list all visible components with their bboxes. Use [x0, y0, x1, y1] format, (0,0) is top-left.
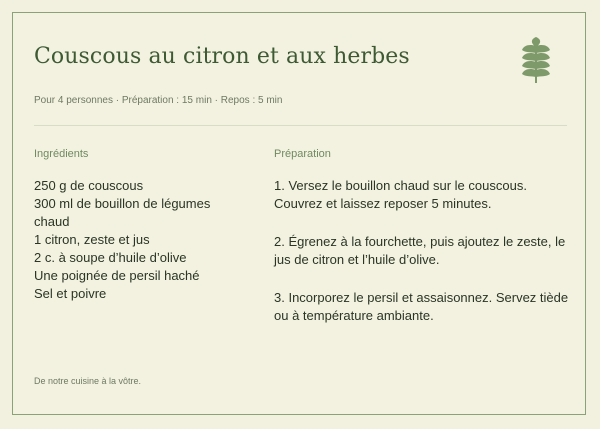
- preparation-steps: [274, 177, 574, 345]
- divider: [34, 125, 567, 126]
- ingredients-list: [34, 177, 244, 303]
- preparation-step: 2. Égrenez à la fourchette, puis ajoutez le zeste, le jus de citron et l’huile d’olive.: [274, 234, 566, 267]
- ingredient-item: Une poignée de persil haché: [34, 268, 200, 283]
- footer-note: De notre cuisine à la vôtre.: [34, 376, 142, 386]
- recipe-meta: Pour 4 personnes · Préparation : 15 min · Repos : 5 min: [34, 95, 283, 106]
- recipe-card: [12, 12, 586, 415]
- recipe-title: Couscous au citron et aux herbes: [34, 44, 410, 69]
- ingredient-item: 2 c. à soupe d’huile d’olive: [34, 250, 187, 265]
- ingredient-item: 300 ml de bouillon de légumes chaud: [34, 196, 211, 229]
- preparation-step: 3. Incorporez le persil et assaisonnez. Servez tiède ou à température ambiante.: [274, 290, 569, 323]
- ingredient-item: Sel et poivre: [34, 286, 107, 301]
- ingredient-item: 250 g de couscous: [34, 178, 144, 193]
- preparation-heading: Préparation: [274, 148, 331, 160]
- preparation-step: 1. Versez le bouillon chaud sur le couscous. Couvrez et laissez reposer 5 minutes.: [274, 178, 527, 211]
- ingredient-item: 1 citron, zeste et jus: [34, 232, 150, 247]
- leaf-icon: [520, 33, 552, 83]
- ingredients-heading: Ingrédients: [34, 148, 89, 160]
